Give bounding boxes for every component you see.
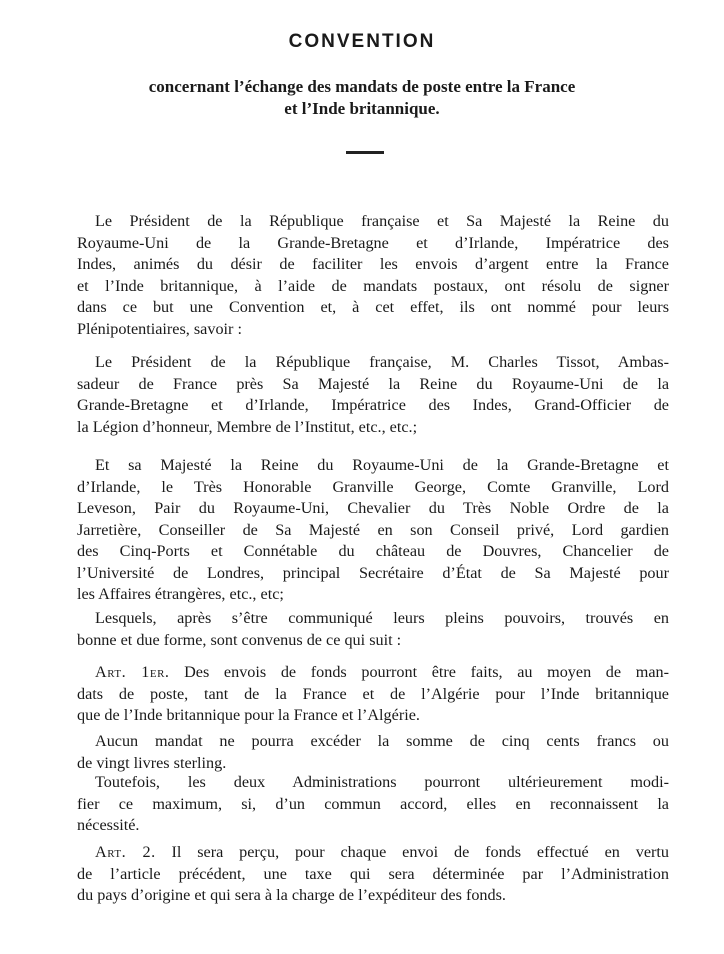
text-line: que de l’Inde britannique pour la France et l’Algérie. <box>77 706 420 724</box>
text-line <box>77 842 669 864</box>
document-title: CONVENTION <box>288 31 436 52</box>
article-1-modification-paragraph <box>77 772 669 837</box>
text-line: Leveson, Pair du Royaume-Uni, Chevalier du Très Noble Ordre de la <box>77 499 669 517</box>
text-line: des Cinq-Ports et Connétable du château de Douvres, Chancelier de <box>77 542 669 560</box>
text-line: Royaume-Uni de la Grande-Bretagne et d’Irlande, Impératrice des <box>77 233 669 252</box>
agreement-paragraph <box>77 608 669 651</box>
text-line: Le Président de la République française et Sa Majesté la Reine du <box>95 212 669 230</box>
text-line: de vingt livres sterling. <box>77 753 227 772</box>
text-line: Le Président de la République française, M. Charles Tissot, Ambas- <box>95 353 669 371</box>
text-line: d’Irlande, le Très Honorable Granville George, Comte Granville, Lord <box>77 477 669 496</box>
text-line: Grande-Bretagne et d’Irlande, Impératrice des Indes, Grand-Officier de <box>77 396 669 414</box>
text-line: nécessité. <box>77 816 140 834</box>
text-fragment: Des envois de fonds pourront être faits, au moyen de man- <box>169 663 669 681</box>
text-line: l’Université de Londres, principal Secrétaire d’État de Sa Majesté pour <box>77 563 669 582</box>
preamble-paragraph <box>77 211 669 340</box>
document-subtitle <box>60 76 664 120</box>
text-fragment: Il sera perçu, pour chaque envoi de fonds effectué en vertu <box>155 843 669 861</box>
text-line: dats de poste, tant de la France et de l’Algérie pour l’Inde britannique <box>77 684 669 703</box>
text-line <box>77 662 669 684</box>
text-line: Lesquels, après s’être communiqué leurs pleins pouvoirs, trouvés en <box>95 609 669 627</box>
title-divider <box>346 151 384 154</box>
text-line: du pays d’origine et qui sera à la charge de l’expéditeur des fonds. <box>77 886 506 904</box>
text-line: Et sa Majesté la Reine du Royaume-Uni de la Grande-Bretagne et <box>95 456 669 474</box>
text-line: la Légion d’honneur, Membre de l’Institut, etc., etc.; <box>77 417 418 436</box>
british-plenipotentiary-paragraph <box>77 455 669 606</box>
subtitle-line: concernant l’échange des mandats de poste entre la France <box>148 77 576 96</box>
text-line: dans ce but une Convention et, à cet effet, ils ont nommé pour leurs <box>77 298 669 316</box>
text-line: Plénipotentiaires, savoir : <box>77 319 242 338</box>
text-line: les Affaires étrangères, etc., etc; <box>77 585 284 603</box>
text-line: Aucun mandat ne pourra excéder la somme de cinq cents francs ou <box>95 732 669 750</box>
article-1-limit-paragraph <box>77 731 669 774</box>
text-line: sadeur de France près Sa Majesté la Reine du Royaume-Uni de la <box>77 374 669 393</box>
subtitle-line: et l’Inde britannique. <box>284 99 440 118</box>
french-plenipotentiary-paragraph <box>77 352 669 438</box>
text-line: de l’article précédent, une taxe qui sera déterminée par l’Administration <box>77 864 669 883</box>
text-line: Indes, animés du désir de faciliter les envois d’argent entre la France <box>77 255 669 273</box>
article-label: Art. 1er. <box>95 663 170 681</box>
text-line: fier ce maximum, si, d’un commun accord, elles en reconnaissent la <box>77 794 669 813</box>
article-1-paragraph <box>77 662 669 727</box>
article-label: Art. 2. <box>95 843 156 861</box>
text-line: bonne et due forme, sont convenus de ce qui suit : <box>77 630 402 649</box>
text-line: et l’Inde britannique, à l’aide de mandats postaux, ont résolu de signer <box>77 276 669 295</box>
text-line: Jarretière, Conseiller de Sa Majesté en son Conseil privé, Lord gardien <box>77 520 669 539</box>
article-2-paragraph <box>77 842 669 907</box>
text-line: Toutefois, les deux Administrations pourront ultérieurement modi- <box>95 773 669 791</box>
